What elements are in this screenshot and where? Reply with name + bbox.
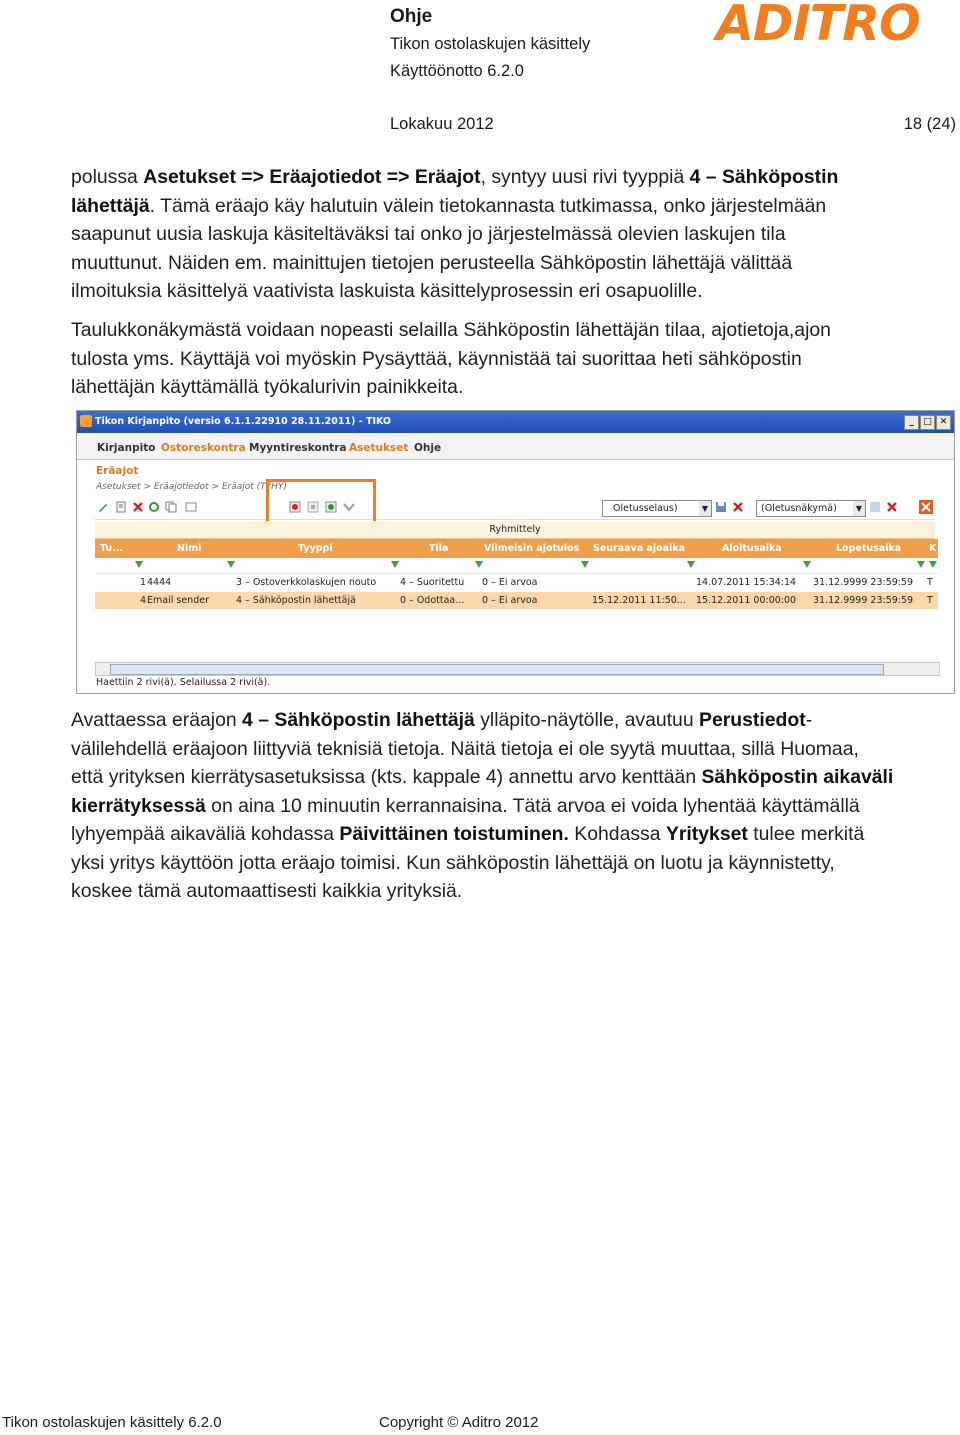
remove-view-icon[interactable] [732, 501, 744, 513]
menu-kirjanpito[interactable]: Kirjanpito [97, 442, 156, 454]
minimize-button[interactable]: _ [904, 415, 919, 430]
page-header [77, 460, 954, 482]
edit-icon[interactable] [97, 501, 109, 513]
close-view-icon[interactable] [919, 500, 933, 514]
filter-icon[interactable] [475, 561, 483, 568]
paragraph-line: lähettäjän käyttämällä työkalurivin painikkeita. [71, 376, 464, 398]
paragraph-line: lähettäjä. Tämä eräajo käy halutuin välein tietokannasta tutkimassa, onko järjestelmään [71, 194, 827, 217]
cell: 4 – Suoritettu [400, 577, 465, 588]
menu-ohje[interactable]: Ohje [414, 442, 442, 454]
paragraph-line: Avattaessa eräajon 4 – Sähköpostin lähettäjä ylläpito-näytölle, avautuu Perustiedot- [71, 709, 813, 731]
export-icon[interactable] [185, 501, 197, 513]
paragraph-3 [71, 706, 960, 906]
page-number: 18 (24) [903, 115, 956, 133]
status-bar: Haettiin 2 rivi(ä). Selailussa 2 rivi(ä). [96, 677, 271, 688]
paragraph-1 [71, 163, 960, 306]
delete-icon[interactable] [132, 501, 144, 513]
paragraph-line: ilmoituksia käsittelyä vaativista laskuista käsittelyprosessin eri osapuolille. [71, 280, 703, 302]
save-layout-icon[interactable] [869, 501, 881, 513]
column-header[interactable]: Tyyppi [298, 543, 333, 554]
column-header[interactable]: K [929, 543, 937, 554]
page-title: Eräajot [96, 465, 139, 477]
cell: Email sender [147, 595, 209, 606]
filter-icon[interactable] [929, 561, 937, 568]
window-title: Tikon Kirjanpito (versio 6.1.1.22910 28.11.2011) - TIKO [95, 416, 392, 427]
cell: 0 – Odottaa... [400, 595, 465, 606]
copy-icon[interactable] [165, 501, 177, 513]
app-icon [80, 415, 92, 427]
cell: 1 [140, 577, 147, 588]
column-header[interactable]: Tu... [100, 543, 124, 554]
layout-select[interactable] [756, 500, 866, 517]
new-icon[interactable] [115, 501, 127, 513]
layout-select-value: (Oletusnäkymä) [761, 503, 837, 514]
column-header[interactable]: Nimi [177, 543, 202, 554]
paragraph-line: polussa Asetukset => Eräajotiedot => Eräajot, syntyy uusi rivi tyyppiä 4 – Sähköpostin [71, 166, 839, 188]
cell: 15.12.2011 11:50... [592, 595, 686, 606]
paragraph-line: yksi yritys käyttöön jotta eräajo toimisi. Kun sähköpostin lähettäjä on luotu ja käynnistetty, [71, 851, 835, 874]
save-icon[interactable] [715, 501, 727, 513]
cell: 4 – Sähköpostin lähettäjä [236, 595, 356, 606]
window-titlebar [77, 411, 954, 433]
paragraph-line: kierrätyksessä on aina 10 minuutin kerrannaisina. Tätä arvoa ei voida lyhentää käyttämällä [71, 794, 860, 817]
close-button[interactable]: ✕ [936, 415, 951, 430]
document-date: Lokakuu 2012 [390, 115, 494, 133]
cell: T [927, 577, 933, 588]
column-header-row [95, 539, 938, 558]
paragraph-2 [71, 316, 960, 402]
column-header[interactable]: Tila [429, 543, 449, 554]
column-header[interactable]: Aloitusaika [722, 543, 782, 554]
column-header[interactable]: Lopetusaika [836, 543, 902, 554]
filter-icon[interactable] [135, 561, 143, 568]
filter-row [95, 559, 938, 574]
chevron-down-icon: ▼ [853, 501, 865, 516]
chevron-down-icon: ▼ [699, 501, 711, 516]
view-select-value: Oletusselaus) [613, 503, 678, 514]
menu-ostoreskontra[interactable]: Ostoreskontra [161, 442, 246, 454]
column-header[interactable]: Viimeisin ajotulos [484, 543, 580, 554]
document-title: Ohje [390, 6, 433, 27]
filter-icon[interactable] [227, 561, 235, 568]
paragraph-line: että yrityksen kierrätysasetuksissa (kts. kappale 4) annettu arvo kenttään Sähköpostin aikaväli [71, 766, 894, 788]
filter-icon[interactable] [803, 561, 811, 568]
table-row[interactable] [95, 574, 938, 591]
cell: T [927, 595, 933, 606]
cell: 3 – Ostoverkkolaskujen nouto [236, 577, 377, 588]
logo-text: ADITRO [716, 0, 920, 52]
document-version: Käyttöönotto 6.2.0 [390, 62, 524, 80]
table-row[interactable] [95, 592, 938, 609]
paragraph-line: saapunut uusia laskuja käsiteltäväksi tai onko jo järjestelmässä olevien laskujen tila [71, 223, 786, 245]
filter-icon[interactable] [917, 561, 925, 568]
refresh-icon[interactable] [148, 501, 160, 513]
column-header[interactable]: Seuraava ajoaika [593, 543, 686, 554]
toolbar [95, 495, 935, 520]
view-select[interactable] [602, 500, 712, 517]
scrollbar-thumb[interactable] [110, 664, 884, 675]
cell: 0 – Ei arvoa [482, 595, 538, 606]
paragraph-line: tulosta yms. Käyttäjä voi myöskin Pysäyttää, käynnistää tai suorittaa heti sähköpostin [71, 347, 802, 370]
maximize-button[interactable]: □ [920, 415, 935, 430]
paragraph-line: välilehdellä eräajoon liittyviä teknisiä tietoja. Näitä tietoja ei ole syytä muuttaa, sillä Huomaa, [71, 737, 859, 760]
filter-icon[interactable] [581, 561, 589, 568]
grouping-row[interactable]: Ryhmittely [95, 521, 935, 539]
menu-myyntireskontra[interactable]: Myyntireskontra [249, 442, 347, 454]
paragraph-line: lyhyempää aikaväliä kohdassa Päivittäinen toistuminen. Kohdassa Yritykset tulee merkitä [71, 823, 865, 845]
paragraph-line: muuttunut. Näiden em. mainittujen tietojen perusteella Sähköpostin lähettäjä välittää [71, 251, 793, 274]
cell: 31.12.9999 23:59:59 [813, 595, 914, 606]
paragraph-line: Taulukkonäkymästä voidaan nopeasti selailla Sähköpostin lähettäjän tilaa, ajotietoja,ajon [71, 319, 831, 341]
filter-icon[interactable] [687, 561, 695, 568]
footer-left: Tikon ostolaskujen käsittely 6.2.0 [2, 1414, 222, 1431]
breadcrumb: Asetukset > Eräajotiedot > Eräajot (TYHY) [96, 482, 287, 492]
cell: 4444 [147, 577, 172, 588]
menu-bar [77, 433, 954, 460]
cell: 4 [140, 595, 147, 606]
horizontal-scrollbar[interactable] [95, 662, 940, 676]
document-subtitle: Tikon ostolaskujen käsittely [390, 35, 591, 53]
filter-icon[interactable] [391, 561, 399, 568]
aditro-logo [716, 0, 946, 52]
application-screenshot [76, 410, 955, 694]
remove-layout-icon[interactable] [886, 501, 898, 513]
cell: 31.12.9999 23:59:59 [813, 577, 914, 588]
cell: 15.12.2011 00:00:00 [696, 595, 797, 606]
paragraph-line: koskee tämä automaattisesti kaikkia yrityksiä. [71, 880, 463, 902]
cell: 0 – Ei arvoa [482, 577, 538, 588]
menu-asetukset[interactable]: Asetukset [349, 442, 409, 454]
cell: 14.07.2011 15:34:14 [696, 577, 797, 588]
footer-copyright: Copyright © Aditro 2012 [379, 1414, 539, 1431]
